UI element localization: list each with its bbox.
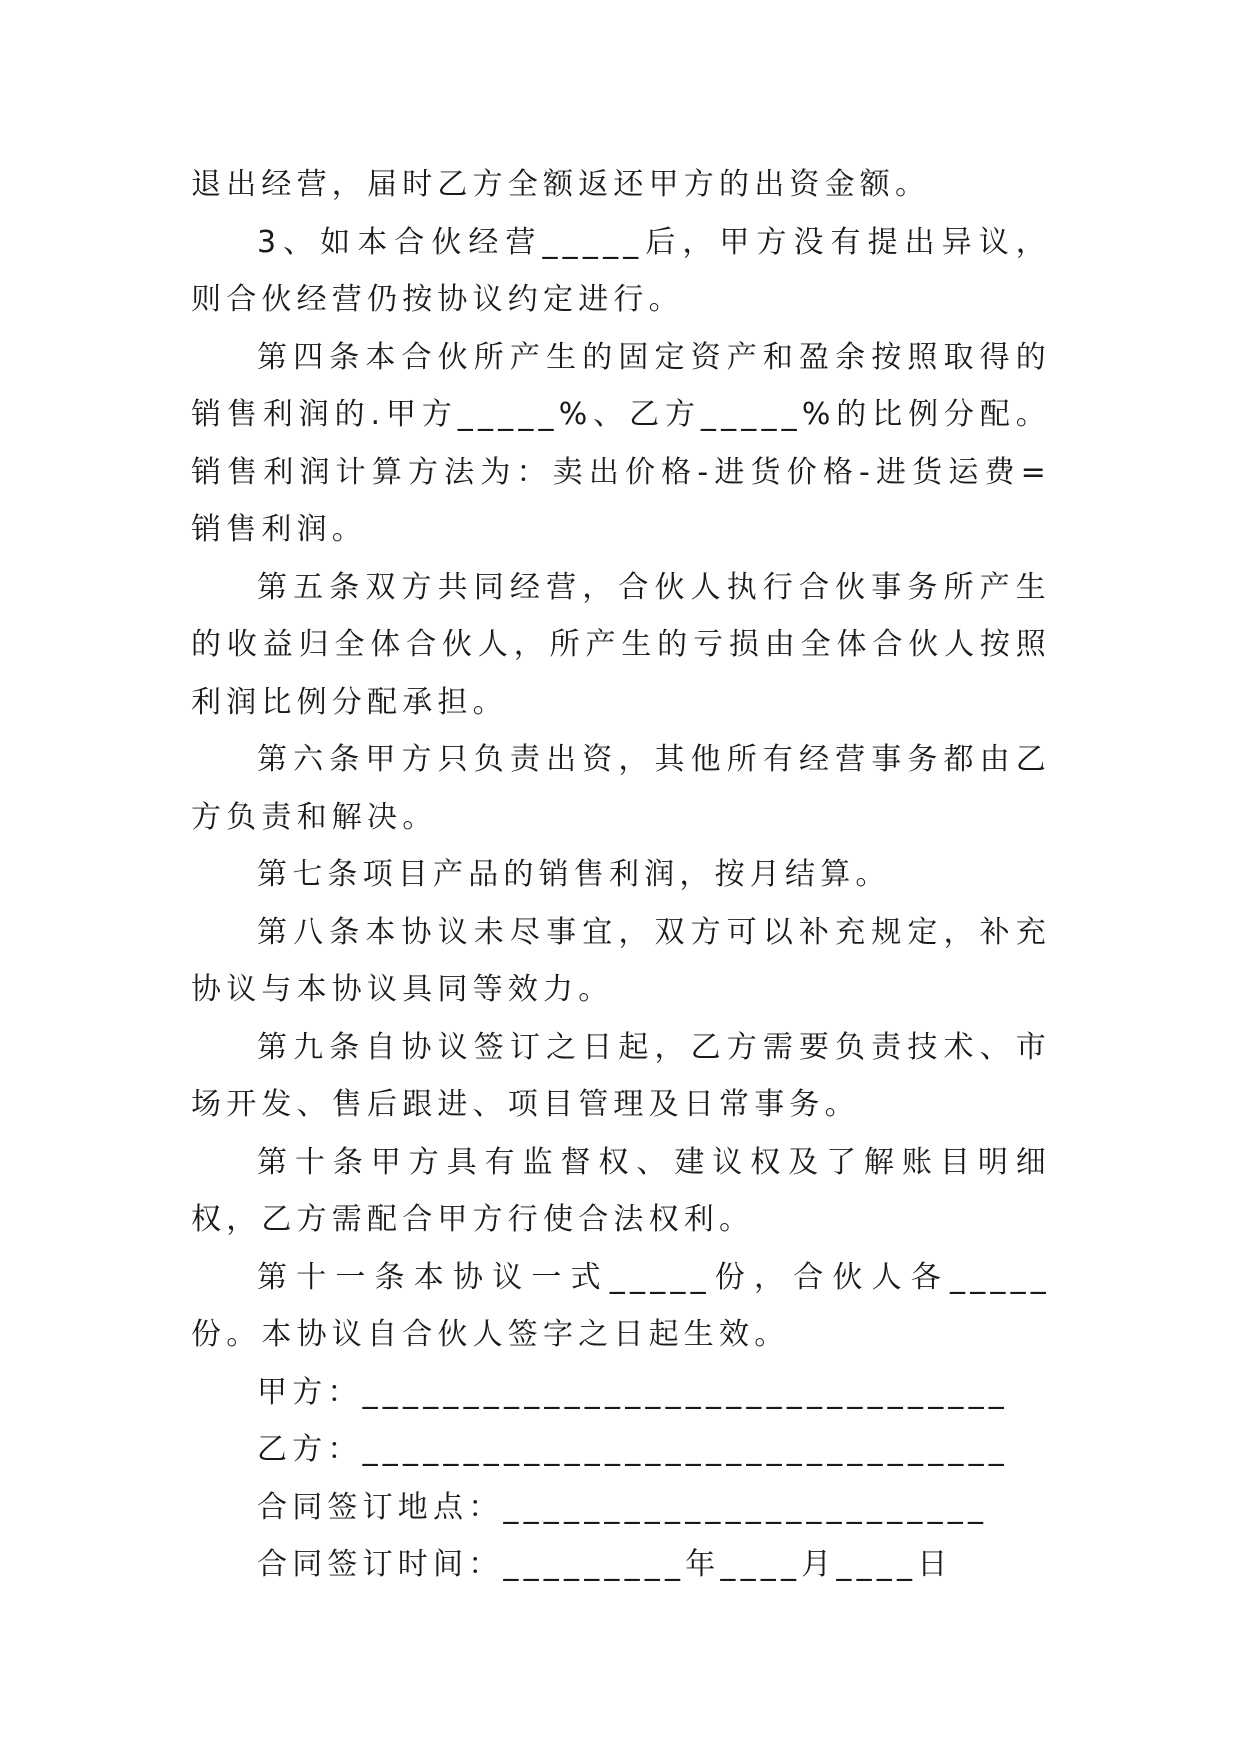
paragraph-article-7: 第七条项目产品的销售利润，按月结算。: [257, 857, 891, 892]
paragraph-article-9: 第九条自协议签订之日起，乙方需要负责技术、市场开发、售后跟进、项目管理及日常事务。: [191, 1029, 1051, 1122]
paragraph-clause-3: 3、如本合伙经营_____后，甲方没有提出异议，则合伙经营仍按协议约定进行。: [191, 224, 1051, 317]
paragraph-article-4: 第四条本合伙所产生的固定资产和盈余按照取得的销售利润的.甲方_____%、乙方_____%的比例分配。销售利润计算方法为：卖出价格-进货价格-进货运费=销售利润。: [191, 339, 1051, 547]
document-body: [191, 156, 1051, 1594]
paragraph-article-10: 第十条甲方具有监督权、建议权及了解账目明细权，乙方需配合甲方行使合法权利。: [191, 1144, 1051, 1237]
paragraph-article-11: 第十一条本协议一式_____份，合伙人各_____份。本协议自合伙人签字之日起生效。: [191, 1259, 1051, 1352]
paragraph-article-8: 第八条本协议未尽事宜，双方可以补充规定，补充协议与本协议具同等效力。: [191, 914, 1051, 1007]
signing-place: 合同签订地点：________________________: [257, 1489, 989, 1525]
paragraph-article-5: 第五条双方共同经营，合伙人执行合伙事务所产生的收益归全体合伙人，所产生的亏损由全体合伙人按照利润比例分配承担。: [191, 569, 1051, 720]
paragraph-article-6: 第六条甲方只负责出资，其他所有经营事务都由乙方负责和解决。: [191, 742, 1051, 835]
signature-party-b: 乙方：________________________________: [257, 1432, 1009, 1467]
paragraph-continuation: 退出经营，届时乙方全额返还甲方的出资金额。: [191, 167, 931, 202]
signing-date: 合同签订时间：_________年____月____日: [257, 1547, 953, 1582]
signature-party-a: 甲方：________________________________: [257, 1374, 1009, 1410]
